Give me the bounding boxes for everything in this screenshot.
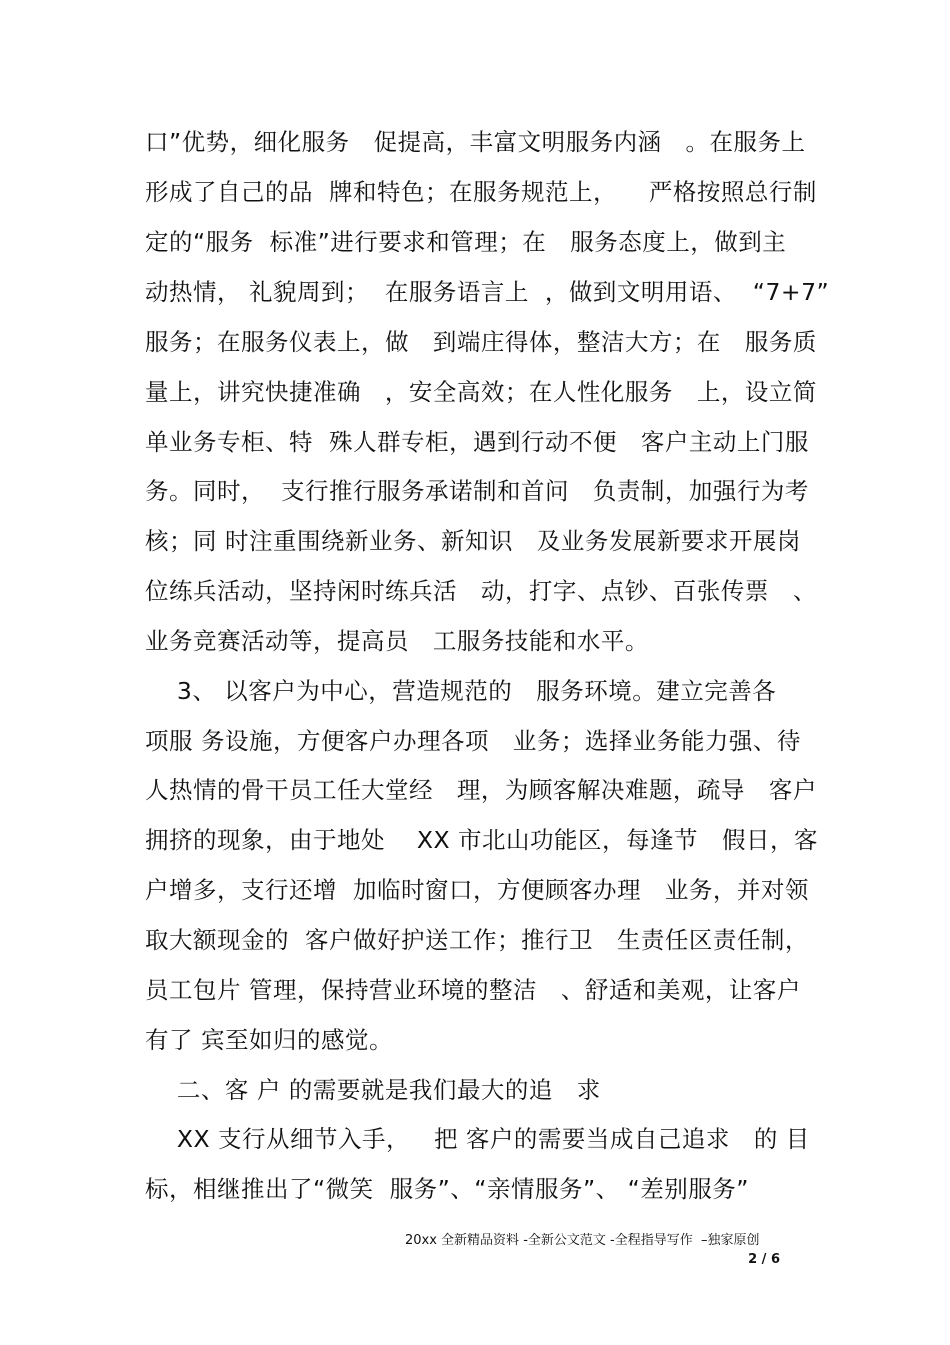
section-heading: 二、客 户 的需要就是我们最大的追 求 [145, 1076, 601, 1104]
body-text-line: 取大额现金的 客户做好护送工作；推行卫 生责任区责任制， [145, 926, 809, 954]
body-text-line: 量上，讲究快捷准确 ，安全高效；在人性化服务 上，设立简 [145, 378, 817, 406]
body-text-line: 户增多，支行还增 加临时窗口，方便顾客办理 业务，并对领 [145, 876, 809, 904]
body-text-line: 有了 宾至如归的感觉。 [145, 1026, 393, 1054]
body-text-line: 位练兵活动，坚持闲时练兵活 动，打字、点钞、百张传票 、 [145, 577, 817, 605]
body-text-line: 标，相继推出了“微笑 服务”、“亲情服务”、 “差别服务” [145, 1175, 749, 1203]
body-text-line: 形成了自己的品 牌和特色；在服务规范上， 严格按照总行制 [145, 178, 817, 206]
body-text-line: 业务竞赛活动等，提高员 工服务技能和水平。 [145, 627, 649, 655]
body-text-line: 动热情， 礼貌周到； 在服务语言上 ，做到文明用语、 “7+7” [145, 278, 830, 306]
body-text-line: 拥挤的现象，由于地处 XX 市北山功能区，每逢节 假日，客 [145, 826, 818, 854]
body-text-line: 人热情的骨干员工任大堂经 理，为顾客解决难题，疏导 客户 [145, 776, 817, 804]
page-number: 2 / 6 [748, 1252, 780, 1267]
body-text-line: 3、 以客户为中心，营造规范的 服务环境。建立完善各 [145, 677, 777, 705]
body-text-line: 核；同 时注重围绕新业务、新知识 及业务发展新要求开展岗 [145, 527, 801, 555]
body-text-line: XX 支行从细节入手， 把 客户的需要当成自己追求 的 目 [145, 1125, 810, 1153]
body-text-line: 务。同时， 支行推行服务承诺制和首问 负责制，加强行为考 [145, 477, 809, 505]
body-text-line: 项服 务设施，方便客户办理各项 业务；选择业务能力强、待 [145, 727, 801, 755]
body-text-line: 定的“服务 标准”进行要求和管理；在 服务态度上，做到主 [145, 228, 787, 256]
body-text-line: 服务；在服务仪表上，做 到端庄得体，整洁大方；在 服务质 [145, 328, 817, 356]
body-text-line: 口”优势，细化服务 促提高，丰富文明服务内涵 。在服务上 [145, 128, 806, 156]
body-text-line: 员工包片 管理，保持营业环境的整洁 、舒适和美观，让客户 [145, 976, 801, 1004]
footer-text: 20xx 全新精品资料 -全新公文范文 -全程指导写作 –独家原创 [405, 1233, 760, 1248]
body-text-line: 单业务专柜、特 殊人群专柜，遇到行动不便 客户主动上门服 [145, 428, 809, 456]
